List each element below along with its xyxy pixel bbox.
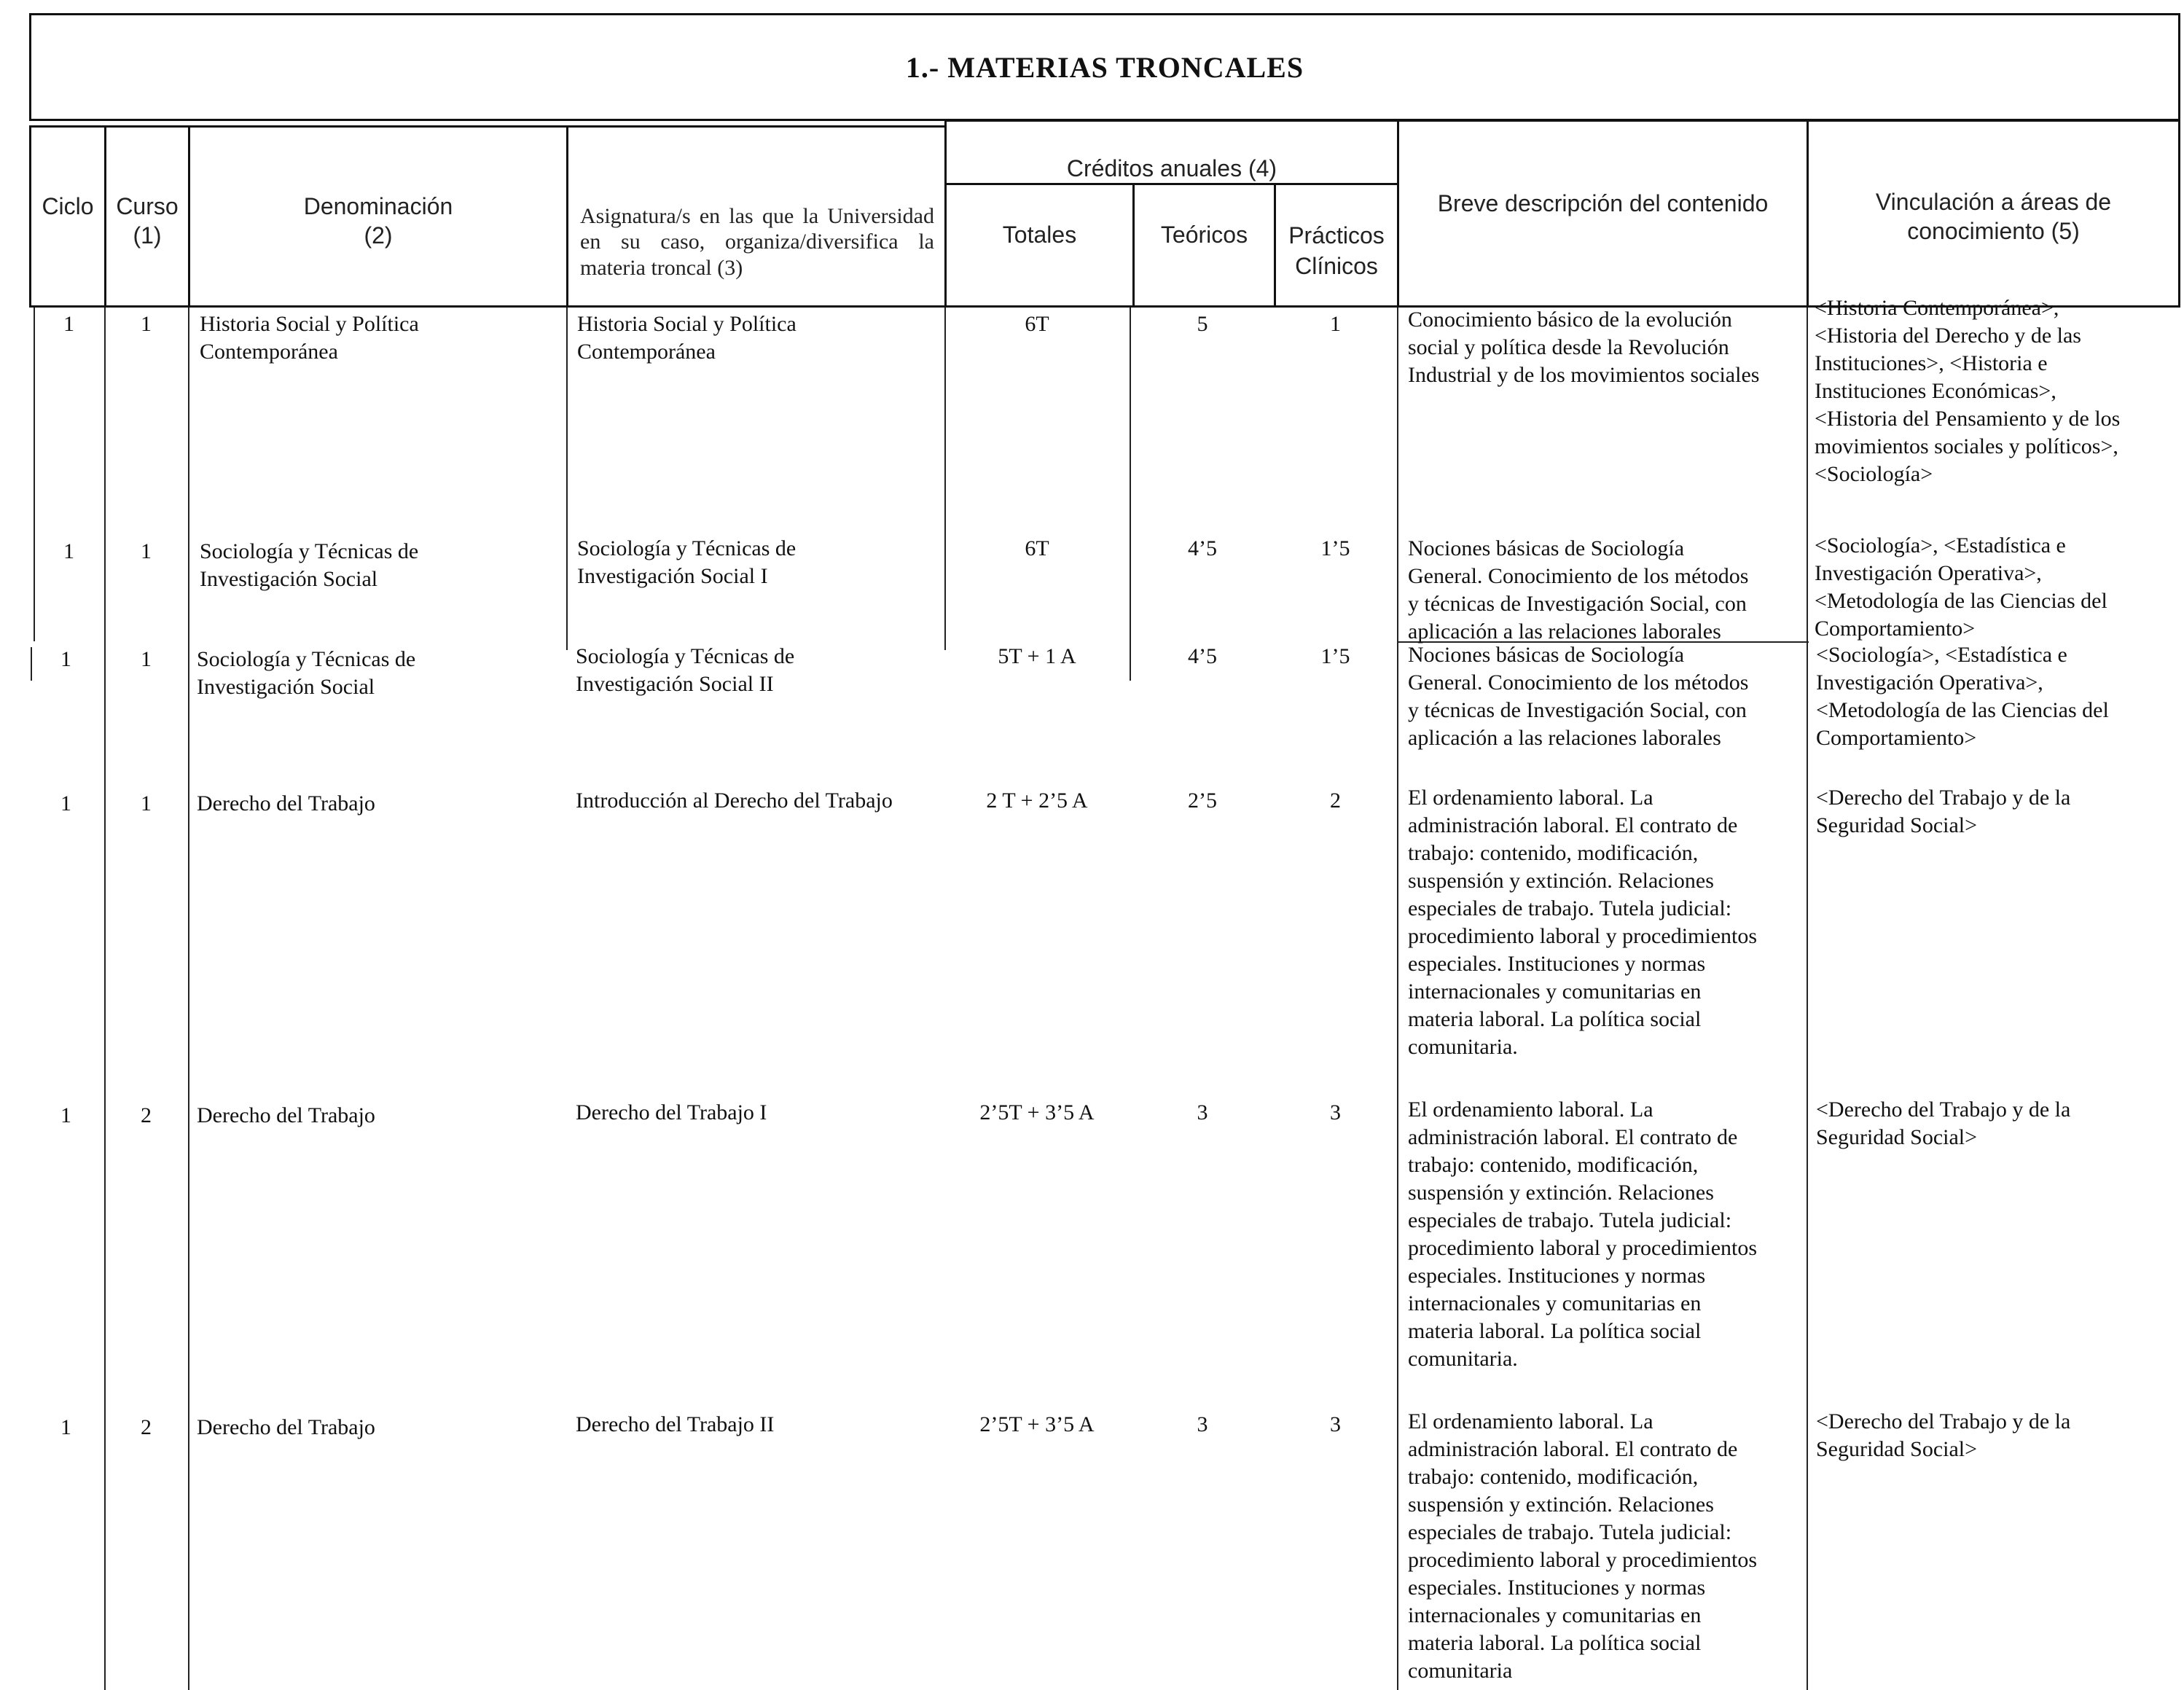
cell-asignatura: Introducción al Derecho del Trabajo	[576, 789, 893, 813]
cell-totales: 2 T + 2’5 A	[986, 789, 1088, 813]
header-teoricos	[1132, 183, 1276, 308]
header-curso	[104, 125, 190, 308]
cell-totales: 5T + 1 A	[998, 644, 1076, 668]
cell-totales: 2’5T + 3’5 A	[979, 1412, 1095, 1436]
header-practicos	[1274, 183, 1399, 308]
cell-vinculacion: <Historia Contemporánea>, <Historia del Derecho y de las Instituciones>, <Historia e Instituciones Económicas>, <Historia del Pensamiento y de los movimientos sociales y políticos>, <Sociología>	[1815, 296, 2121, 486]
cell-denominacion: Derecho del Trabajo	[197, 1415, 375, 1439]
cell-practicos: 2	[1330, 789, 1341, 813]
cell-descripcion: El ordenamiento laboral. La administración laboral. El contrato de trabajo: contenido, modificación, suspensión y extinción. Relaciones especiales de trabajo. Tutela judicial: procedimiento laboral y procedimientos especiales. Instituciones y normas internacionales y comunitarias en materia laboral. La política social comunitaria	[1408, 1409, 1758, 1683]
header-denominacion-label: Denominación (2)	[303, 193, 453, 249]
grid-line	[944, 308, 946, 650]
cell-asignatura: Derecho del Trabajo II	[576, 1412, 775, 1436]
cell-curso: 1	[141, 539, 152, 563]
grid-line	[34, 308, 35, 641]
cell-ciclo: 1	[60, 791, 71, 815]
cell-ciclo: 1	[60, 1103, 71, 1127]
cell-denominacion: Historia Social y Política Contemporánea	[200, 312, 419, 364]
cell-teoricos: 3	[1197, 1100, 1208, 1124]
page-title: 1.- MATERIAS TRONCALES	[905, 51, 1304, 84]
grid-line	[1130, 308, 1131, 650]
cell-curso: 2	[141, 1415, 152, 1439]
cell-teoricos: 2’5	[1188, 789, 1217, 813]
cell-totales: 6T	[1025, 312, 1049, 336]
cell-denominacion: Sociología y Técnicas de Investigación Social	[197, 647, 416, 699]
grid-line	[104, 308, 106, 1690]
cell-practicos: 3	[1330, 1412, 1341, 1436]
cell-descripcion: Conocimiento básico de la evolución social y política desde la Revolución Industrial y de los movimientos sociales	[1408, 308, 1760, 387]
cell-curso: 2	[141, 1103, 152, 1127]
header-practicos-label: Prácticos Clínicos	[1288, 222, 1385, 279]
header-totales	[944, 183, 1135, 308]
header-vinculacion	[1807, 120, 2180, 308]
cell-descripcion: Nociones básicas de Sociología General. Conocimiento de los métodos y técnicas de Investigación Social, con aplicación a las relaciones laborales	[1408, 536, 1749, 643]
header-totales-label: Totales	[1002, 222, 1077, 248]
cell-teoricos: 3	[1197, 1412, 1208, 1436]
cell-denominacion: Derecho del Trabajo	[197, 1103, 375, 1127]
cell-practicos: 1’5	[1320, 644, 1350, 668]
cell-descripcion: Nociones básicas de Sociología General. Conocimiento de los métodos y técnicas de Investigación Social, con aplicación a las relaciones laborales	[1408, 643, 1749, 750]
cell-vinculacion: <Sociología>, <Estadística e Investigación Operativa>, <Metodología de las Ciencias del Comportamiento>	[1815, 533, 2107, 641]
cell-totales: 6T	[1025, 536, 1049, 560]
header-teoricos-label: Teóricos	[1160, 222, 1248, 248]
cell-asignatura: Derecho del Trabajo I	[576, 1100, 767, 1124]
grid-line	[188, 308, 189, 1690]
cell-teoricos: 4’5	[1188, 536, 1217, 560]
cell-teoricos: 4’5	[1188, 644, 1217, 668]
header-curso-label: Curso (1)	[116, 193, 179, 249]
cell-descripcion: El ordenamiento laboral. La administración laboral. El contrato de trabajo: contenido, modificación, suspensión y extinción. Relaciones especiales de trabajo. Tutela judicial: procedimiento laboral y procedimientos especiales. Instituciones y normas internacionales y comunitarias en materia laboral. La política social comunitaria.	[1408, 786, 1758, 1059]
cell-curso: 1	[141, 647, 152, 671]
cell-practicos: 1’5	[1320, 536, 1350, 560]
header-creditos	[944, 120, 1399, 185]
cell-ciclo: 1	[60, 1415, 71, 1439]
cell-vinculacion: <Derecho del Trabajo y de la Seguridad Social>	[1816, 1409, 2071, 1461]
cell-denominacion: Derecho del Trabajo	[197, 791, 375, 815]
header-creditos-label: Créditos anuales (4)	[1066, 155, 1277, 181]
header-asignaturas-label: Asignatura/s en las que la Universidad en su caso, organiza/diversifica la materia troncal (3)	[580, 204, 934, 280]
header-ciclo	[29, 125, 106, 308]
cell-asignatura: Sociología y Técnicas de Investigación Social II	[576, 644, 795, 696]
header-asignaturas	[566, 125, 947, 308]
cell-ciclo: 1	[63, 539, 74, 563]
header-descripcion-label: Breve descripción del contenido	[1437, 190, 1769, 216]
cell-ciclo: 1	[63, 312, 74, 336]
cell-asignatura: Historia Social y Política Contemporánea	[577, 312, 797, 364]
cell-vinculacion: <Derecho del Trabajo y de la Seguridad Social>	[1816, 1098, 2071, 1149]
cell-practicos: 1	[1330, 312, 1341, 336]
cell-teoricos: 5	[1197, 312, 1208, 336]
cell-denominacion: Sociología y Técnicas de Investigación Social	[200, 539, 419, 591]
title-box	[29, 13, 2180, 121]
header-ciclo-label: Ciclo	[42, 193, 94, 219]
grid-line	[566, 308, 568, 650]
cell-vinculacion: <Derecho del Trabajo y de la Seguridad Social>	[1816, 786, 2071, 837]
cell-vinculacion: <Sociología>, <Estadística e Investigación Operativa>, <Metodología de las Ciencias del Comportamiento>	[1816, 643, 2109, 750]
grid-line	[1397, 308, 1398, 1690]
cell-descripcion: El ordenamiento laboral. La administración laboral. El contrato de trabajo: contenido, modificación, suspensión y extinción. Relaciones especiales de trabajo. Tutela judicial: procedimiento laboral y procedimientos especiales. Instituciones y normas internacionales y comunitarias en materia laboral. La política social comunitaria.	[1408, 1098, 1758, 1371]
header-denominacion	[188, 125, 568, 308]
grid-line	[1807, 308, 1808, 1690]
cell-ciclo: 1	[60, 647, 71, 671]
header-descripcion	[1397, 120, 1809, 308]
header-vinculacion-label: Vinculación a áreas de conocimiento (5)	[1875, 189, 2112, 244]
cell-practicos: 3	[1330, 1100, 1341, 1124]
cell-curso: 1	[141, 791, 152, 815]
cell-totales: 2’5T + 3’5 A	[979, 1100, 1095, 1124]
cell-asignatura: Sociología y Técnicas de Investigación Social I	[577, 536, 797, 588]
cell-curso: 1	[141, 312, 152, 336]
